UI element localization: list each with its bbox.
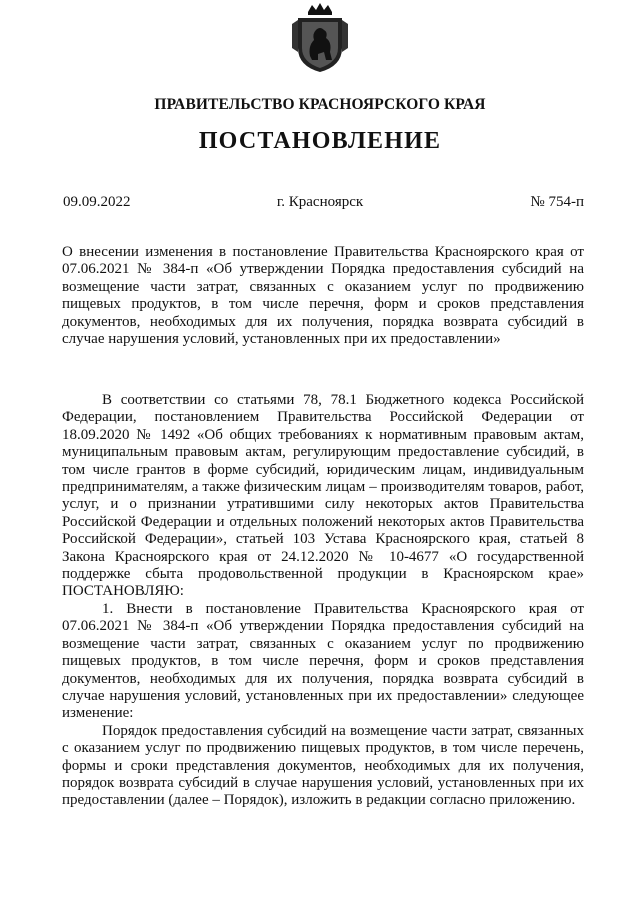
document-date: 09.09.2022 <box>63 194 131 210</box>
document-city: г. Красноярск <box>276 194 364 210</box>
document-number: № 754-п <box>530 194 584 210</box>
item-1-paragraph: 1. Внести в постановление Правительства Красноярского края от 07.06.2021 № 384-п «Об утверждении Порядка предоставления субсидий на возмещение части затрат, связанных с оказанием услуг по продвижению пищевых продуктов, в том числе перечня, форм и сроков представления документов, необходимых для их получения, порядка возврата субсидий в случае нарушения условий, установленных при их предоставлении» следующее изменение: <box>62 600 584 722</box>
document-type: ПОСТАНОВЛЕНИЕ <box>198 128 442 154</box>
coat-of-arms-icon <box>290 2 350 74</box>
government-name: ПРАВИТЕЛЬСТВО КРАСНОЯРСКОГО КРАЯ <box>154 96 486 113</box>
document-body <box>62 392 584 810</box>
item-1-text-paragraph: Порядок предоставления субсидий на возмещение части затрат, связанных с оказанием услуг по продвижению пищевых продуктов, в том числе перечень, формы и сроки представления документов, необходимых для их получения, порядок возврата субсидий в случае нарушения условий, установленных при их предоставлении (далее – Порядок), изложить в редакции согласно приложению. <box>62 722 584 809</box>
document-title: О внесении изменения в постановление Правительства Красноярского края от 07.06.2021 № 384-п «Об утверждении Порядка предоставления субсидий на возмещение части затрат, связанных с оказанием услуг по продвижению пищевых продуктов, в том числе перечня, форм и сроков представления документов, необходимых для их получения, порядка возврата субсидий в случае нарушения условий, установленных при их предоставлении» <box>62 244 584 348</box>
preamble-paragraph: В соответствии со статьями 78, 78.1 Бюджетного кодекса Российской Федерации, постановлением Правительства Российской Федерации от 18.09.2020 № 1492 «Об общих требованиях к нормативным правовым актам, муниципальным правовым актам, регулирующим предоставление субсидий, в том числе грантов в форме субсидий, юридическим лицам, индивидуальным предпринимателям, а также физическим лицам – производителям товаров, работ, услуг, и о признании утратившими силу некоторых актов Правительства Российской Федерации и отдельных положений некоторых актов Правительства Российской Федерации», статьей 103 Устава Красноярского края, статьей 8 Закона Красноярского края от 24.12.2020 № 10-4677 «О государственной поддержке сбыта продовольственной продукции в Красноярском крае» ПОСТАНОВЛЯЮ: <box>62 392 584 600</box>
